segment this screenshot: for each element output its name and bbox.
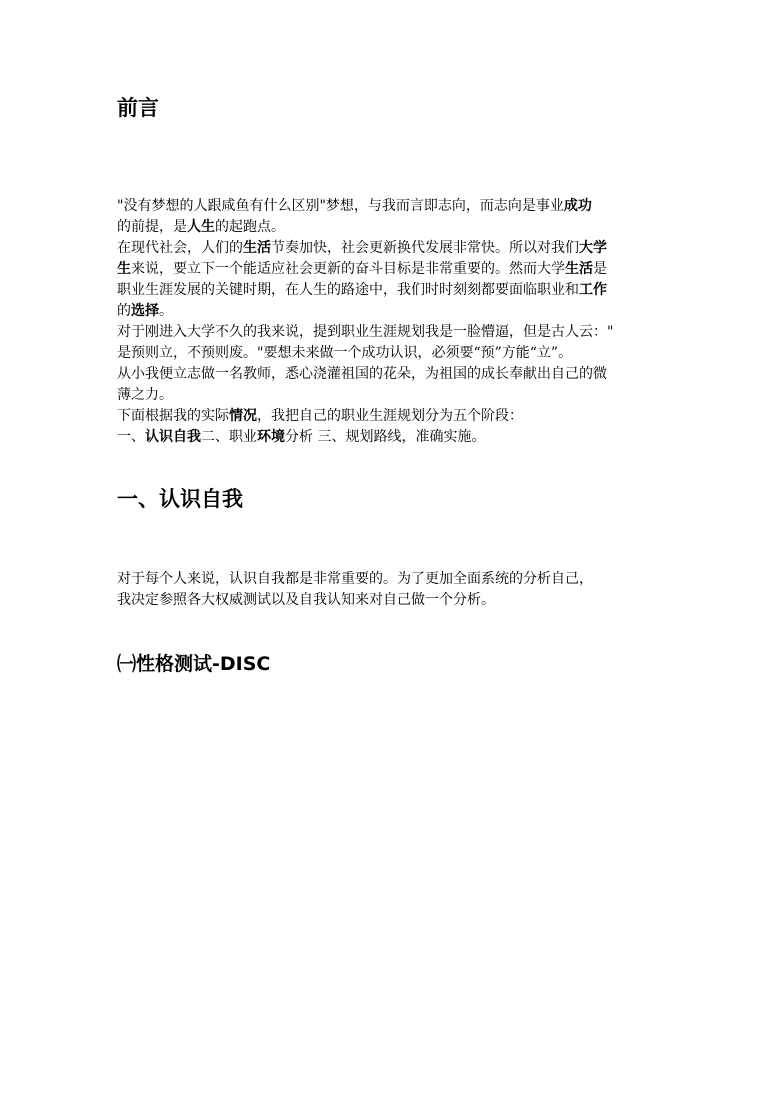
text-line (117, 280, 667, 301)
bold-keyword: 成功 (563, 198, 592, 214)
text-line (117, 385, 667, 406)
bold-keyword: 情况 (229, 408, 257, 424)
bold-keyword: 生活 (243, 240, 271, 256)
section-heading-self-knowledge: 一、认识自我 (117, 487, 243, 511)
text-run: 对于刚进入大学不久的我来说，提到职业生涯规划我是一脸懵逼，但是古人云：" (117, 324, 614, 340)
preface-heading: 前言 (117, 96, 159, 120)
bold-keyword: 环境 (257, 429, 285, 445)
bold-keyword: 工作 (579, 282, 607, 298)
text-run: 薄之力。 (117, 387, 173, 403)
text-run: 在现代社会，人们的 (117, 240, 243, 256)
text-run: 的前提，是 (117, 219, 187, 235)
text-run: 下面根据我的实际 (117, 408, 229, 424)
text-line (117, 301, 667, 322)
text-run: 的起跑点。 (215, 219, 285, 235)
text-run: 来说，要立下一个能适应社会更新的奋斗目标是非常重要的。然而大学 (131, 261, 565, 277)
text-run: 职业生涯发展的关键时期，在人生的路途中，我们时时刻刻都要面临职业和 (117, 282, 579, 298)
text-line (117, 590, 667, 611)
preface-body (117, 196, 667, 448)
text-run: 对于每个人来说，认识自我都是非常重要的。为了更加全面系统的分析自己， (117, 571, 593, 587)
text-run: 从小我便立志做一名教师，悉心浇灌祖国的花朵，为祖国的成长奉献出自己的微 (117, 366, 607, 382)
text-run: 。 (159, 303, 173, 319)
bold-keyword: 生活 (565, 261, 593, 277)
text-run: 的 (117, 303, 131, 319)
text-run: 分析 三、规划路线，准确实施。 (285, 429, 486, 445)
text-line (117, 238, 667, 259)
text-line (117, 406, 667, 427)
text-line (117, 196, 667, 217)
text-run: 是 (593, 261, 607, 277)
text-run: 二、职业 (201, 429, 257, 445)
text-run: 节奏加快，社会更新换代发展非常快。所以对我们 (271, 240, 579, 256)
text-line (117, 217, 667, 238)
subsection-heading-disc-test: ㈠性格测试-DISC (117, 653, 271, 675)
text-line (117, 569, 667, 590)
text-line (117, 343, 667, 364)
text-run: 一、 (117, 429, 145, 445)
bold-keyword: 大学 (579, 240, 607, 256)
text-run: 是预则立，不预则废。"要想未来做一个成功认识，必须要“预”方能“立”。 (117, 345, 573, 361)
text-run: ，我把自己的职业生涯规划分为五个阶段： (257, 408, 523, 424)
bold-keyword: 认识自我 (145, 429, 201, 445)
bold-keyword: 生 (117, 261, 131, 277)
section-self-knowledge-body (117, 569, 667, 611)
text-line (117, 427, 667, 448)
text-line (117, 364, 667, 385)
text-run: "没有梦想的人跟咸鱼有什么区别"梦想，与我而言即志向，而志向是事业 (117, 198, 564, 214)
text-line (117, 322, 667, 343)
text-run: 我决定参照各大权威测试以及自我认知来对自己做一个分析。 (117, 592, 495, 608)
bold-keyword: 人生 (187, 219, 215, 235)
bold-keyword: 选择 (131, 303, 159, 319)
text-line (117, 259, 667, 280)
